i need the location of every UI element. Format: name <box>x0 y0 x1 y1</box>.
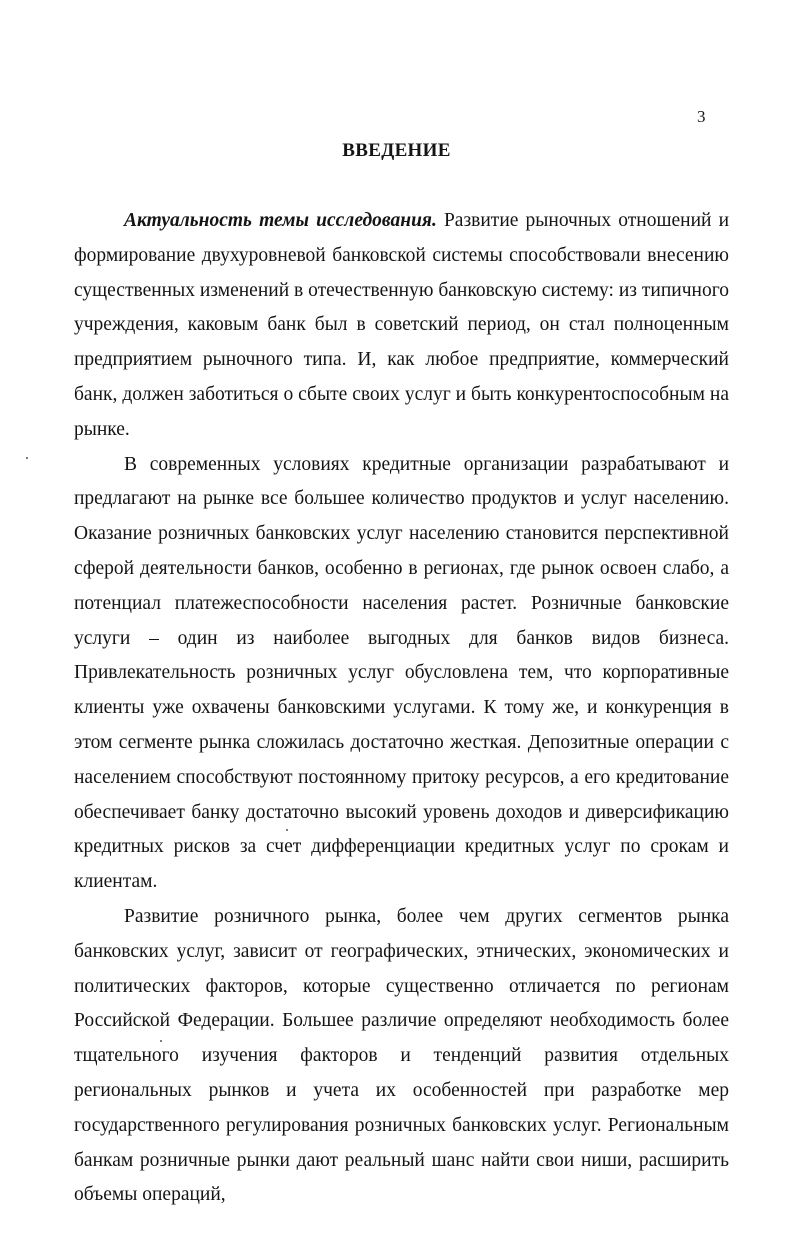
page-number: 3 <box>697 107 706 126</box>
page-title: ВВЕДЕНИЕ <box>342 140 451 161</box>
paragraph-text: В современных условиях кредитные организации разрабатывают и предлагают на рынке все большее количество продуктов и услуг населению. Оказание розничных банковских услуг населению становится перспективной сферой деятельности банков, особенно в регионах, где рынок освоен слабо, а потенциал платежеспособности населения растет. Розничные банковские услуги – один из наиболее выгодных для банков видов бизнеса. Привлекательность розничных услуг обусловлена тем, что корпоративные клиенты уже охвачены банковскими услугами. К тому же, и конкуренция в этом сегменте рынка сложилась достаточно жесткая. Депозитные операции с населением способствуют постоянному притоку ресурсов, а его кредитование обеспечивает банку достаточно высокий уровень доходов и диверсификацию кредитных рисков за счет дифференциации кредитных услуг по срокам и клиентам. <box>74 453 729 893</box>
paragraph-lead-in: Актуальность темы исследования. <box>124 210 437 231</box>
paragraph-retail-market <box>74 900 729 1213</box>
scan-speck <box>286 829 288 831</box>
paragraph-modern-conditions <box>74 448 729 900</box>
scan-speck <box>160 1040 162 1042</box>
paragraph-text: Развитие рыночных отношений и формирование двухуровневой банковской системы способствовали внесению существенных изменений в отечественную банковскую систему: из типичного учреждения, каковым банк был в советский период, он стал полноценным предприятием рыночного типа. И, как любое предприятие, коммерческий банк, должен заботиться о сбыте своих услуг и быть конкурентоспособным на рынке. <box>74 210 730 440</box>
scan-speck <box>26 457 28 459</box>
paragraph-text: Развитие розничного рынка, более чем других сегментов рынка банковских услуг, зависит от географических, этнических, экономических и политических факторов, которые существенно отличается по регионам Российской Федерации. Большее различие определяют необходимость более тщательного изучения факторов и тенденций развития отдельных региональных рынков и учета их особенностей при разработке мер государственного регулирования розничных банковских услуг. Региональным банкам розничные рынки дают реальный шанс найти свои ниши, расширить объемы операций, <box>74 905 729 1206</box>
body-text <box>74 204 729 1213</box>
paragraph-relevance <box>74 204 729 448</box>
